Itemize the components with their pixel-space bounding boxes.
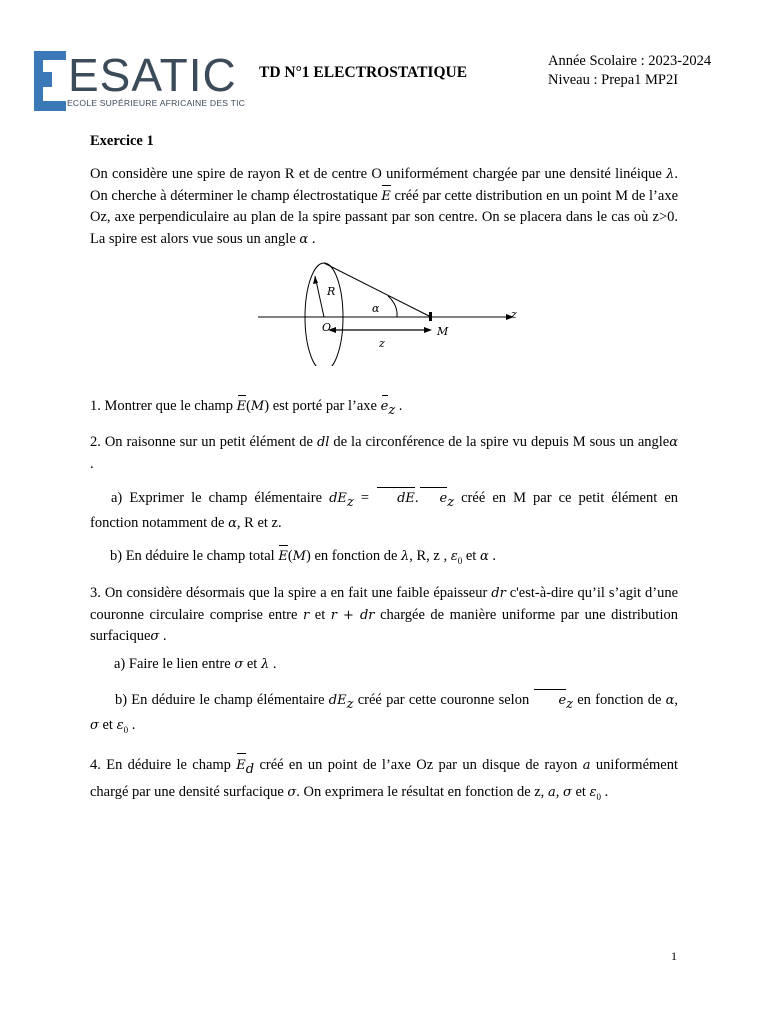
question-3a: a) Faire le lien entre σ et λ . — [114, 656, 277, 672]
question-4: 4. En déduire le champ $E_d$ créé en un point de l’axe Oz par un disque de rayon a uniformément chargé par une densité surfacique σ. On exprimera le résultat en fonction de z, a, σ et $\varepsilon_0$ . — [90, 754, 678, 809]
radius-arrowhead — [313, 276, 318, 284]
logo-e-mark — [34, 51, 66, 111]
class-level: Niveau : Prepa1 MP2I — [548, 72, 679, 88]
esatic-logo — [34, 49, 246, 113]
label-M: M — [437, 325, 449, 338]
distance-arrow-right — [424, 327, 432, 333]
question-1: 1. Montrer que le champ E(M) est porté par l’axe $e_z$ . — [90, 398, 403, 418]
page-number: 1 — [671, 949, 677, 963]
point-M-marker — [429, 312, 432, 321]
logo-wordmark: ESATIC — [68, 49, 237, 101]
label-z-axis: z — [511, 308, 517, 321]
question-3: 3. On considère désormais que la spire a en fait une faible épaisseur dr c'est-à-dire qu’il s’agit d’une couronne circulaire comprise entre r et r + dr chargée de manière uniforme par une distribution surfaciqueσ . — [90, 585, 679, 644]
spire-ring — [305, 263, 343, 366]
label-R: R — [327, 285, 336, 298]
logo-subtitle: ECOLE SUPÉRIEURE AFRICAINE DES TIC — [67, 98, 246, 108]
document-title: TD N°1 ELECTROSTATIQUE — [259, 64, 468, 81]
exercise-heading: Exercice 1 — [90, 133, 154, 149]
school-year: Année Scolaire : 2023-2024 — [548, 53, 712, 69]
question-2b: b) En déduire le champ total E(M) en fonction de λ, R, z , $\varepsilon_0$ et α . — [110, 548, 496, 566]
label-O: O — [322, 321, 332, 334]
question-3b: b) En déduire le champ élémentaire $dE_z$ créé par cette couronne selon $e_z$ en fonction de α, σ et $\varepsilon_0$ . — [90, 692, 679, 736]
label-z-distance: z — [379, 337, 385, 350]
label-alpha: α — [372, 302, 380, 315]
question-2a: a) Exprimer le champ élémentaire $dE_z$ = dE. $e_z$ créé en M par ce petit élément en fonction notamment de α, R et z. — [90, 490, 679, 532]
question-2: 2. On raisonne sur un petit élément de dl de la circonférence de la spire vu depuis M sous un angleα . — [90, 434, 679, 472]
exercise-intro: On considère une spire de rayon R et de centre O uniformément chargée par une densité linéique λ. On cherche à déterminer le champ électrostatique E créé par cette distribution en un point M de l’axe Oz, axe perpendiculaire au plan de la spire passant par son centre. On se placera dans le cas où z>0. La spire est alors vue sous un angle α . — [90, 166, 679, 247]
spire-figure — [258, 258, 526, 366]
